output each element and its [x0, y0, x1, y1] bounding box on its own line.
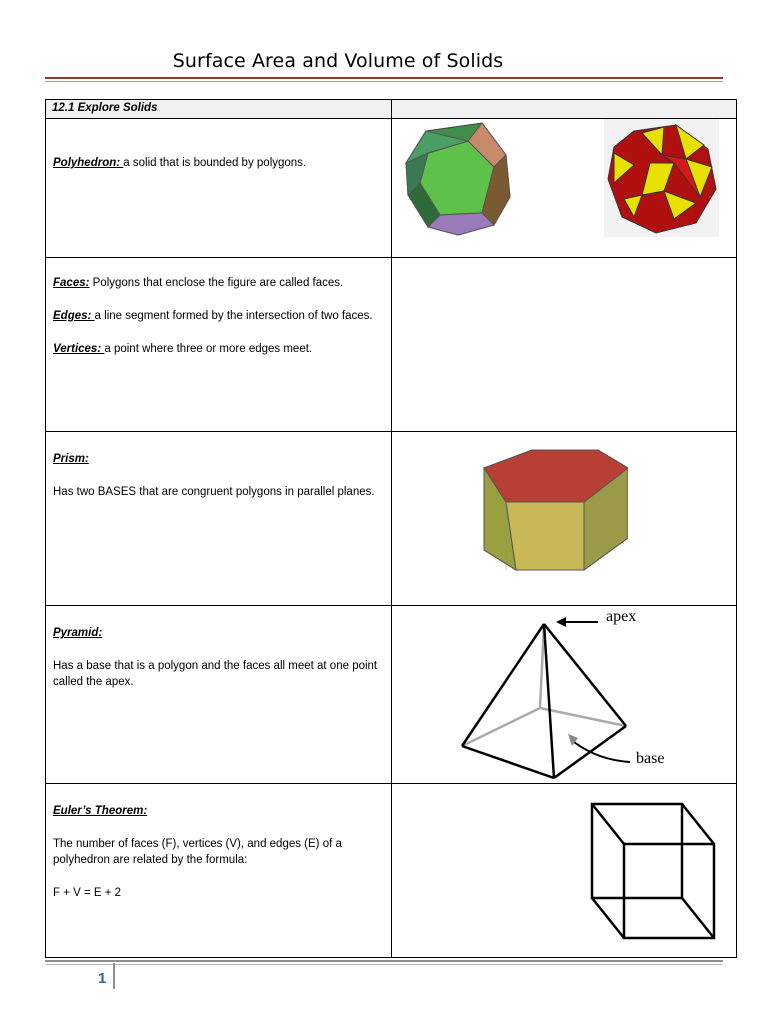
header-cell-left	[46, 100, 392, 119]
base-label: base	[636, 750, 665, 767]
apex-label: apex	[606, 608, 637, 625]
title-rule-thin	[45, 81, 723, 82]
faces-definition: Polygons that enclose the figure are called faces.	[89, 277, 344, 289]
header-cell-right	[392, 100, 737, 119]
cube-image-cell	[392, 784, 737, 958]
page-number-divider	[113, 963, 115, 989]
pyramid-image-cell	[392, 606, 737, 784]
polyhedron-image-cell	[392, 119, 737, 258]
table-row-pyramid	[46, 606, 737, 784]
hexagonal-prism-image	[480, 446, 628, 572]
polyhedron-definition: a solid that is bounded by polygons.	[123, 157, 307, 169]
footer-rule	[45, 960, 723, 962]
faces-term: Faces:	[53, 277, 90, 289]
faces-empty-cell	[392, 258, 737, 432]
euler-formula: F + V = E + 2	[53, 887, 122, 899]
polyhedron-text-cell	[46, 119, 392, 258]
footer-rule-thin	[45, 964, 723, 965]
faces-text-cell	[46, 258, 392, 432]
edges-definition: a line segment formed by the intersection of two faces.	[94, 310, 373, 322]
page-number: 1	[98, 970, 107, 987]
euler-definition: The number of faces (F), vertices (V), and edges (E) of a polyhedron are related by the formula:	[53, 838, 342, 866]
prism-text-cell	[46, 432, 392, 606]
table-row-polyhedron	[46, 119, 737, 258]
table-row-faces-edges-vertices	[46, 258, 737, 432]
polyhedron-term: Polyhedron:	[53, 157, 124, 169]
pyramid-text-cell	[46, 606, 392, 784]
dodecahedron-image	[398, 119, 520, 239]
vertices-definition: a point where three or more edges meet.	[104, 343, 313, 355]
solids-table	[45, 99, 737, 958]
pyramid-definition: Has a base that is a polygon and the faces all meet at one point called the apex.	[53, 660, 378, 688]
table-header-row	[46, 100, 737, 119]
section-header: 12.1 Explore Solids	[52, 102, 158, 114]
prism-image-cell	[392, 432, 737, 606]
snub-polyhedron-image	[604, 119, 719, 237]
table-row-prism	[46, 432, 737, 606]
wireframe-cube-image	[588, 800, 720, 942]
title-rule	[45, 77, 723, 79]
page-title: Surface Area and Volume of Solids	[172, 50, 504, 72]
edges-term: Edges:	[53, 310, 95, 322]
euler-text-cell	[46, 784, 392, 958]
table-row-euler	[46, 784, 737, 958]
prism-term: Prism:	[53, 453, 89, 465]
prism-definition: Has two BASES that are congruent polygons in parallel planes.	[53, 486, 375, 498]
vertices-term: Vertices:	[53, 343, 105, 355]
pyramid-term: Pyramid:	[53, 627, 103, 639]
euler-term: Euler’s Theorem:	[53, 805, 148, 817]
